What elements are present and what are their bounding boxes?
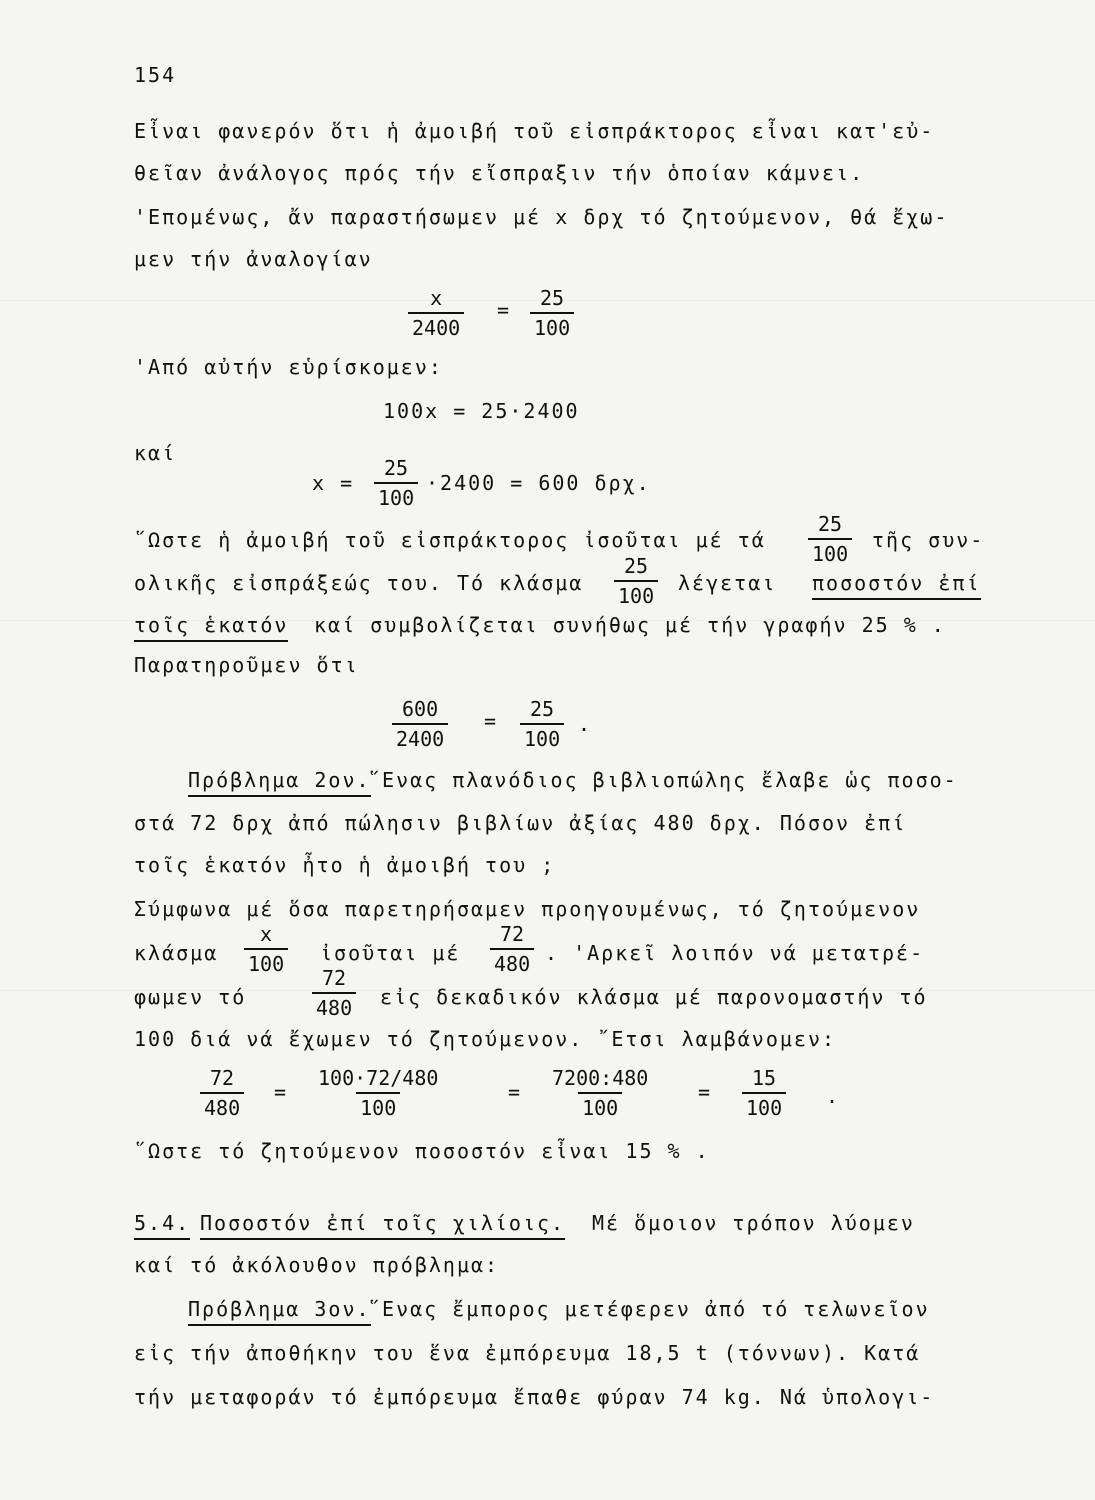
text-line: τήν μεταφοράν τό ἐμπόρευμα ἔπαθε φύραν 74 kg. Νά ὑπολογι- <box>134 1385 935 1409</box>
fraction: $\frac{25}{100}$ <box>530 286 574 340</box>
text-line: ῞Ενας πλανόδιος βιβλιοπώλης ἔλαβε ὡς ποσο- <box>368 768 958 792</box>
fraction: $\frac{25}{100}$ <box>520 697 564 751</box>
equation-part: x = <box>312 471 355 495</box>
equals-sign: = <box>484 709 497 733</box>
text-line: Εἶναι φανερόν ὅτι ἡ ἀμοιβή τοῦ εἰσπράκτορος εἶναι κατ'εὐ- <box>134 119 935 143</box>
text-line: τοῖς ἑκατόν ἦτο ἡ ἀμοιβή του ; <box>134 853 556 877</box>
fraction: $\frac{100\cdot 72/480}{100}$ <box>318 1066 439 1120</box>
fraction: $\frac{72}{480}$ <box>200 1066 244 1120</box>
text-line: μεν τήν ἀναλογίαν <box>134 247 373 271</box>
text-line: καί <box>134 441 177 465</box>
problem-heading: Πρόβλημα 3ον. <box>188 1296 371 1326</box>
text-line: Παρατηροῦμεν ὅτι <box>134 653 359 677</box>
fraction: $\frac{25}{100}$ <box>614 554 658 608</box>
text-line: 'Επομένως, ἄν παραστήσωμεν μέ x δρχ τό ζητούμενον, θά ἔχω- <box>134 205 949 229</box>
equation-part: ·2400 = 600 δρχ. <box>426 471 651 495</box>
section-title: Ποσοστόν ἐπί τοῖς χιλίοις. <box>200 1210 565 1240</box>
text-line: ῞Ενας ἔμπορος μετέφερεν ἀπό τό τελωνεῖον <box>368 1297 930 1321</box>
page-number: 154 <box>134 63 177 87</box>
text-line: τῆς συν- <box>872 528 985 552</box>
fraction: $\frac{7200:480}{100}$ <box>552 1066 649 1120</box>
text-line: ἰσοῦται μέ <box>320 941 461 965</box>
problem-heading: Πρόβλημα 2ον. <box>188 767 371 797</box>
fraction: $\frac{15}{100}$ <box>742 1066 786 1120</box>
text-line: εἰς δεκαδικόν κλάσμα μέ παρονομαστήν τό <box>380 985 928 1009</box>
text-line: ολικῆς εἰσπράξεώς του. Τό κλάσμα <box>134 571 584 595</box>
period: . <box>826 1084 839 1108</box>
text-line: εἰς τήν ἀποθήκην του ἕνα ἐμπόρευμα 18,5 t (τόννων). Κατά <box>134 1341 921 1365</box>
equals-sign: = <box>508 1080 521 1104</box>
fraction: $\frac{600}{2400}$ <box>392 697 448 751</box>
underlined-term: ποσοστόν ἐπί <box>812 570 981 600</box>
fraction: $\frac{x}{2400}$ <box>408 286 464 340</box>
fraction: $\frac{72}{480}$ <box>312 966 356 1020</box>
fraction: $\frac{x}{100}$ <box>244 922 288 976</box>
text-line: κλάσμα <box>134 941 219 965</box>
text-line: 100 διά νά ἔχωμεν τό ζητούμενον. ῎Ετσι λαμβάνομεν: <box>134 1027 837 1051</box>
section-number: 5.4. <box>134 1210 190 1240</box>
text-line: Μέ ὅμοιον τρόπον λύομεν <box>592 1211 915 1235</box>
text-line: ῞Ωστε τό ζητούμενον ποσοστόν εἶναι 15 % . <box>134 1139 710 1163</box>
text-line: θεῖαν ἀνάλογος πρός τήν εἴσπραξιν τήν ὁποίαν κάμνει. <box>134 161 865 185</box>
fraction: $\frac{25}{100}$ <box>808 512 852 566</box>
underlined-term: τοῖς ἑκατόν <box>134 612 288 642</box>
text-line: 'Από αὐτήν εὑρίσκομεν: <box>134 355 443 379</box>
fraction: $\frac{25}{100}$ <box>374 456 418 510</box>
text-line: Σύμφωνα μέ ὅσα παρετηρήσαμεν προηγουμένως, τό ζητούμενον <box>134 897 921 921</box>
text-line: . 'Αρκεῖ λοιπόν νά μετατρέ- <box>545 941 925 965</box>
equals-sign: = <box>274 1080 287 1104</box>
equals-sign: = <box>497 298 510 322</box>
text-line: στά 72 δρχ ἀπό πώλησιν βιβλίων ἀξίας 480 δρχ. Πόσον ἐπί <box>134 811 907 835</box>
text-line: ῞Ωστε ἡ ἀμοιβή τοῦ εἰσπράκτορος ἰσοῦται μέ τά <box>134 528 766 552</box>
text-line: καί συμβολίζεται συνήθως μέ τήν γραφήν 25 % . <box>314 613 946 637</box>
text-line: λέγεται <box>678 571 777 595</box>
text-line: φωμεν τό <box>134 985 247 1009</box>
fraction: $\frac{72}{480}$ <box>490 922 534 976</box>
equals-sign: = <box>698 1080 711 1104</box>
period: . <box>578 712 591 736</box>
text-line: καί τό ἀκόλουθον πρόβλημα: <box>134 1253 500 1277</box>
equation: 100x = 25·2400 <box>383 399 580 423</box>
